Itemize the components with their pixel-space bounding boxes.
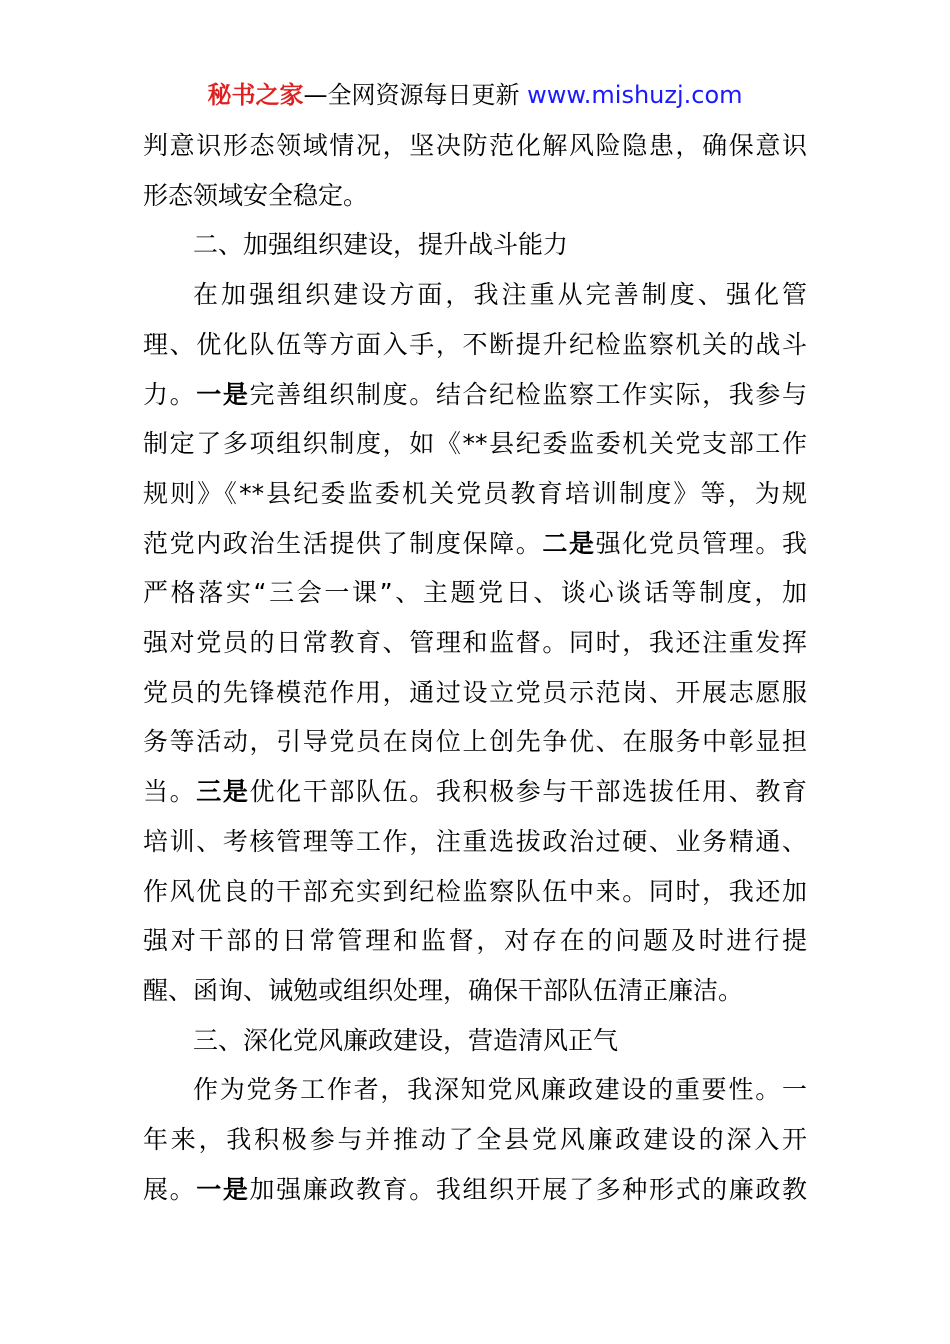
text-run: 当。 <box>143 777 197 807</box>
text-line: 作为党务工作者，我深知党风廉政建设的重要性。一 <box>193 1075 807 1105</box>
text-line <box>143 519 807 569</box>
text-run: 强化党员管理。我 <box>595 528 807 558</box>
text-line: 形态领域安全稳定。 <box>143 180 369 210</box>
text-line: 作风优良的干部充实到纪检监察队伍中来。同时，我还加 <box>143 876 807 906</box>
text-line: 理、优化队伍等方面入手，不断提升纪检监察机关的战斗 <box>143 329 807 359</box>
bold-marker: 一是 <box>196 1174 250 1204</box>
text-line: 强对干部的日常管理和监督，对存在的问题及时进行提 <box>143 926 807 956</box>
text-run: 展。 <box>143 1174 197 1204</box>
text-line: 务等活动，引导党员在岗位上创先争优、在服务中彰显担 <box>143 727 807 757</box>
section-heading-2: 二、加强组织建设，提升战斗能力 <box>193 230 569 260</box>
text-run: 力。 <box>143 379 197 409</box>
text-line: 制定了多项组织制度，如《**县纪委监委机关党支部工作 <box>143 429 807 459</box>
header-slogan: —全网资源每日更新 <box>303 81 528 109</box>
document-body <box>143 121 807 1214</box>
text-line: 判意识形态领域情况，坚决防范化解风险隐患，确保意识 <box>143 131 807 160</box>
brand-name: 秘书之家 <box>207 81 304 109</box>
text-line <box>143 370 807 420</box>
bold-marker: 三是 <box>196 777 250 807</box>
section-heading-3: 三、深化党风廉政建设，营造清风正气 <box>193 1025 619 1055</box>
text-run: 加强廉政教育。我组织开展了多种形式的廉政教 <box>249 1174 807 1204</box>
text-line: 党员的先锋模范作用，通过设立党员示范岗、开展志愿服 <box>143 677 807 707</box>
bold-marker: 二是 <box>542 528 596 558</box>
paragraph-continuation <box>143 121 807 220</box>
text-line: 培训、考核管理等工作，注重选拔政治过硬、业务精通、 <box>143 826 807 856</box>
text-line: 醒、函询、诫勉或组织处理，确保干部队伍清正廉洁。 <box>143 975 744 1005</box>
text-line <box>143 767 807 817</box>
paragraph-organization <box>143 270 807 1016</box>
text-run: 范党内政治生活提供了制度保障。 <box>143 528 543 558</box>
text-line: 严格落实“三会一课”、主题党日、谈心谈话等制度，加 <box>143 578 807 608</box>
text-line <box>143 1165 807 1215</box>
text-line: 规则》《**县纪委监委机关党员教育培训制度》等，为规 <box>143 478 807 508</box>
page-header <box>0 78 950 112</box>
text-line: 在加强组织建设方面，我注重从完善制度、强化管 <box>193 280 807 310</box>
text-line: 年来，我积极参与并推动了全县党风廉政建设的深入开 <box>143 1125 807 1155</box>
text-run: 完善组织制度。结合纪检监察工作实际，我参与 <box>249 379 807 409</box>
paragraph-integrity <box>143 1065 807 1214</box>
text-line: 强对党员的日常教育、管理和监督。同时，我还注重发挥 <box>143 628 807 658</box>
site-url[interactable]: www.mishuzj.com <box>527 81 743 109</box>
text-run: 优化干部队伍。我积极参与干部选拔任用、教育 <box>249 777 807 807</box>
bold-marker: 一是 <box>196 379 250 409</box>
